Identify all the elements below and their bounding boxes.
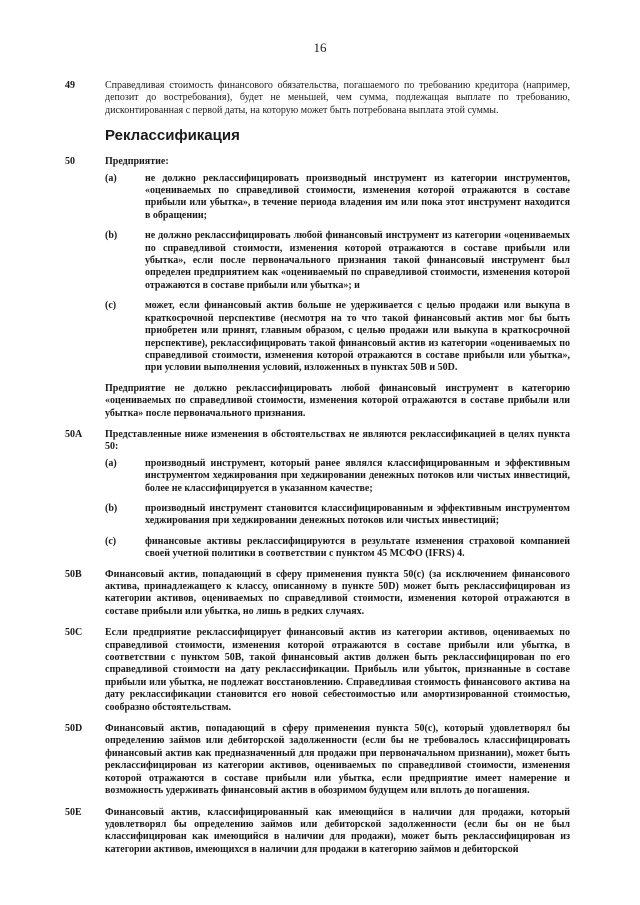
paragraph-number: 50 (65, 156, 75, 168)
list-item-letter: (a) (105, 457, 117, 469)
paragraph-lead: Представленные ниже изменения в обстоятельствах не являются реклассификацией в целях пункта 50: (105, 428, 570, 453)
list-item (105, 173, 570, 223)
list-item-letter: (a) (105, 172, 117, 184)
list-item-text: не должно реклассифицировать любой финансовый инструмент из категории «оцениваемых по справедливой стоимости, изменения которой отражаются в составе прибыли или убытка», если после первоначального признания такой финансовый инструмент был определен предприятием как «оцениваемый по справедливой стоимости, изменения которой отражаются в составе прибыли или убытка»; и (145, 230, 570, 291)
paragraph-number: 49 (65, 80, 75, 91)
paragraph-text: Справедливая стоимость финансового обязательства, погашаемого по требованию кредитора (например, депозит до востребования), будет не меньшей, чем сумма, подлежащая выплате по требованию, дисконтированная с первой даты, на которую может быть потребована выплата этой суммы. (105, 80, 570, 116)
list-item (105, 300, 570, 374)
paragraph-number: 50A (65, 428, 83, 440)
list-item-letter: (c) (105, 300, 117, 312)
list-item-letter: (b) (105, 230, 118, 242)
page-number: 16 (313, 40, 327, 55)
list-item-text: может, если финансовый актив больше не удерживается с целью продажи или выкупа в краткосрочной перспективе (несмотря на то что такой финансовый актив мог бы быть приобретен или принят, главным образом, с целью продажи или выкупа в краткосрочной перспективе), реклассифицировать такой финансовый актив из категории «оцениваемых по справедливой стоимости, изменения которой отражаются в составе прибыли или убытка», при условии выполнения условий, изложенных в пунктах 50В и 50D. (145, 300, 570, 374)
paragraph-50-closing (65, 383, 570, 420)
paragraph-text: Финансовый актив, попадающий в сферу применения пункта 50(с), который удовлетворял бы определению займов или дебиторской задолженности (если бы не требовалось классифицировать финансовый актив как предназначенный для продажи при первоначальном признании), может быть реклассифицирован из категории активов, оцениваемых по справедливой стоимости, изменения которой отражаются в составе прибыли или убытка, если предприятие имеет намерение и возможность удерживать финансовый актив в обозримом будущем или вплоть до погашения. (105, 723, 570, 797)
paragraph-50d (65, 723, 570, 797)
paragraph-49 (65, 80, 570, 117)
list-item-text: производный инструмент, который ранее являлся классифицированным и эффективным инструментом хеджирования при хеджировании денежных потоков или чистых инвестиций, более не классифицируется в указанном качестве; (145, 457, 570, 494)
paragraph-number: 50D (65, 723, 83, 735)
paragraph-50a (65, 429, 570, 454)
paragraph-50b (65, 569, 570, 619)
paragraph-number: 50B (65, 568, 82, 580)
list-item-text: не должно реклассифицировать производный инструмент из категории инструментов, «оцениваемых по справедливой стоимости, изменения которой отражаются в составе прибыли или убытка», в течение периода владения им или пока этот инструмент находится в обращении; (145, 172, 570, 221)
paragraph-number: 50E (65, 806, 82, 818)
list-item (105, 536, 570, 561)
paragraph-lead: Предприятие: (105, 156, 169, 168)
paragraph-text: Предприятие не должно реклассифицировать любой финансовый инструмент в категорию «оцениваемых по справедливой стоимости, изменения которой отражаются в составе прибыли или убытка» после первоначального признания. (105, 382, 570, 419)
document-body (65, 80, 570, 865)
list-item-letter: (b) (105, 502, 118, 514)
paragraph-text: Если предприятие реклассифицирует финансовый актив из категории активов, оцениваемых по справедливой стоимости, изменения которой отражаются в составе прибыли или убытка, в соответствии с пунктом 50В, такой финансовый актив должен быть реклассифицирован по его справедливой стоимости на дату реклассификации. Прибыль или убыток, признанные в составе прибыли или убытка, не подлежат восстановлению. Справедливая стоимость финансового актива на дату реклассификации становится его новой себестоимостью или амортизированной стоимостью, сообразно обстоятельствам. (105, 627, 570, 713)
paragraph-text: Финансовый актив, попадающий в сферу применения пункта 50(с) (за исключением финансового актива, принадлежащего к классу, описанному в пункте 50D) может быть реклассифицирован из категории активов, оцениваемых по справедливой стоимости, изменения которой отражаются в составе прибыли или убытка, но лишь в редких случаях. (105, 568, 570, 617)
paragraph-50e (65, 807, 570, 857)
paragraph-50c (65, 627, 570, 714)
paragraph-50 (65, 156, 570, 168)
paragraph-number: 50C (65, 627, 83, 639)
list-item-text: производный инструмент становится классифицированным и эффективным инструментом хеджирования при хеджировании денежных потоков или чистых инвестиций; (145, 502, 570, 527)
paragraph-text: Финансовый актив, классифицированный как имеющийся в наличии для продажи, который удовлетворял бы определению займов или дебиторской задолженности (если бы он не был классифицирован как имеющийся в наличии для продажи), может быть реклассифицирован из категории активов, имеющихся в наличии для продажи в категорию займов и дебиторской (105, 806, 570, 855)
list-item-letter: (c) (105, 535, 117, 547)
list-item-text: финансовые активы реклассифицируются в результате изменения страховой компанией своей учетной политики в соответствии с пунктом 45 МСФО (IFRS) 4. (145, 535, 570, 560)
section-heading: Реклассификация (105, 127, 240, 145)
list-item (105, 230, 570, 292)
list-item (105, 458, 570, 495)
list-item (105, 503, 570, 528)
